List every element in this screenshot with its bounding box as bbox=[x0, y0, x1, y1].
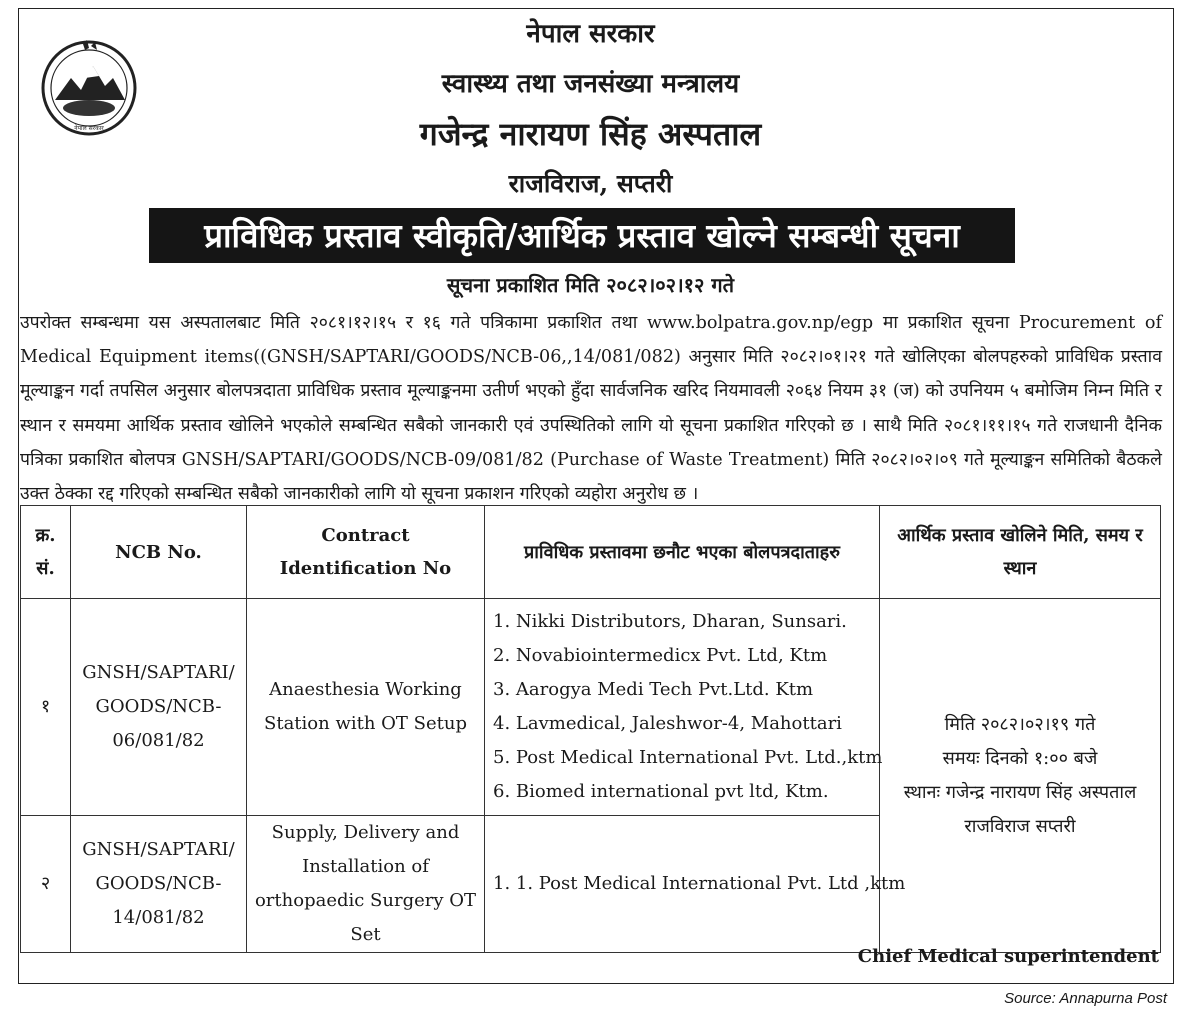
row-sn: १ bbox=[21, 599, 71, 816]
svg-text:नेपाल सरकार: नेपाल सरकार bbox=[74, 125, 104, 132]
opening-info bbox=[880, 599, 1161, 953]
govt-name: नेपाल सरकार bbox=[526, 19, 655, 49]
header-sn: क्र. सं. bbox=[21, 506, 71, 599]
bidder-item: 4. Lavmedical, Jaleshwor-4, Mahottari bbox=[493, 713, 842, 734]
source-credit: Source: Annapurna Post bbox=[1004, 990, 1167, 1007]
header-bidders: प्राविधिक प्रस्तावमा छनौट भएका बोलपत्रदाताहरु bbox=[485, 506, 880, 599]
bidder-item: 2. Novabiointermedicx Pvt. Ltd, Ktm bbox=[493, 645, 828, 666]
row-ncb: GNSH/SAPTARI/ GOODS/NCB- 06/081/82 bbox=[71, 599, 247, 816]
signature: Chief Medical superintendent bbox=[857, 946, 1159, 967]
bidder-item: 6. Biomed international pvt ltd, Ktm. bbox=[493, 781, 829, 802]
hospital-location: राजविराज, सप्तरी bbox=[508, 169, 673, 198]
opening-place: स्थानः गजेन्द्र नारायण सिंह अस्पताल bbox=[903, 781, 1137, 803]
publish-date: सूचना प्रकाशित मिति २०८२।०२।१२ गते bbox=[446, 273, 735, 297]
table-header-row bbox=[21, 506, 1161, 599]
row-sn: २ bbox=[21, 816, 71, 953]
notice-title-banner: प्राविधिक प्रस्ताव स्वीकृति/आर्थिक प्रस्ताव खोल्ने सम्बन्धी सूचना bbox=[149, 208, 1015, 263]
row-contract: Supply, Delivery and Installation of orthopaedic Surgery OT Set bbox=[247, 816, 485, 953]
bidder-item: 3. Aarogya Medi Tech Pvt.Ltd. Ktm bbox=[493, 679, 814, 700]
row-contract: Anaesthesia Working Station with OT Setup bbox=[247, 599, 485, 816]
row-bidders bbox=[485, 816, 906, 953]
bidder-item: 1. 1. Post Medical International Pvt. Ltd ,ktm bbox=[493, 873, 906, 894]
bidder-item: 5. Post Medical International Pvt. Ltd.,ktm bbox=[493, 747, 883, 768]
header-contract: Contract Identification No bbox=[247, 506, 485, 599]
ministry-name: स्वास्थ्य तथा जनसंख्या मन्त्रालय bbox=[441, 69, 740, 99]
header-ncb: NCB No. bbox=[71, 506, 247, 599]
opening-time: समयः दिनको १:०० बजे bbox=[942, 747, 1098, 769]
row-ncb: GNSH/SAPTARI/ GOODS/NCB- 14/081/82 bbox=[71, 816, 247, 953]
table-row bbox=[21, 599, 1161, 816]
row-bidders bbox=[485, 599, 883, 816]
notice-body: उपरोक्त सम्बन्धमा यस अस्पतालबाट मिति २०८१।१२।१५ र १६ गते पत्रिकामा प्रकाशित तथा www.bolpatra.gov.np/egp मा प्रकाशित सूचना Procurement of Medical Equipment items((GNSH/SAPTARI/GOODS/NCB-06,,14/081/082) अनुसार मिति २०८२।०१।२१ गते खोलिएका बोलपहरुको प्राविधिक प्रस्ताव मूल्याङ्कन गर्दा तपसिल अनुसार बोलपत्रदाता प्राविधिक प्रस्ताव मूल्याङ्कनमा उतीर्ण भएको हुँदा सार्वजनिक खरिद नियमावली २०६४ नियम ३१ (ज) को उपनियम ५ बमोजिम निम्न मिति र स्थान र समयमा आर्थिक प्रस्ताव खोलिने भएकोले सम्बन्धित सबैको जानकारी एवं उपस्थितिको लागि यो सूचना प्रकाशित गरिएको छ । साथै मिति २०८१।११।१५ गते राजधानी दैनिक पत्रिका प्रकाशित बोलपत्र GNSH/SAPTARI/GOODS/NCB-09/081/82 (Purchase of Waste Treatment) मिति २०८२।०२।०९ गते मूल्याङ्कन समितिको बैठकले उक्त ठेक्का रद्द गरिएको सम्बन्धित सबैको जानकारीको लागि यो सूचना प्रकाशन गरिएको व्यहोरा अनुरोध छ । bbox=[20, 313, 1162, 505]
opening-place-line2: राजविराज सप्तरी bbox=[964, 815, 1076, 837]
bidders-table bbox=[20, 505, 1161, 953]
header-opening: आर्थिक प्रस्ताव खोलिने मिति, समय र स्थान bbox=[880, 506, 1161, 599]
hospital-name: गजेन्द्र नारायण सिंह अस्पताल bbox=[419, 115, 762, 153]
bidder-item: 1. Nikki Distributors, Dharan, Sunsari. bbox=[493, 611, 847, 632]
opening-date: मिति २०८२।०२।१९ गते bbox=[944, 713, 1096, 735]
